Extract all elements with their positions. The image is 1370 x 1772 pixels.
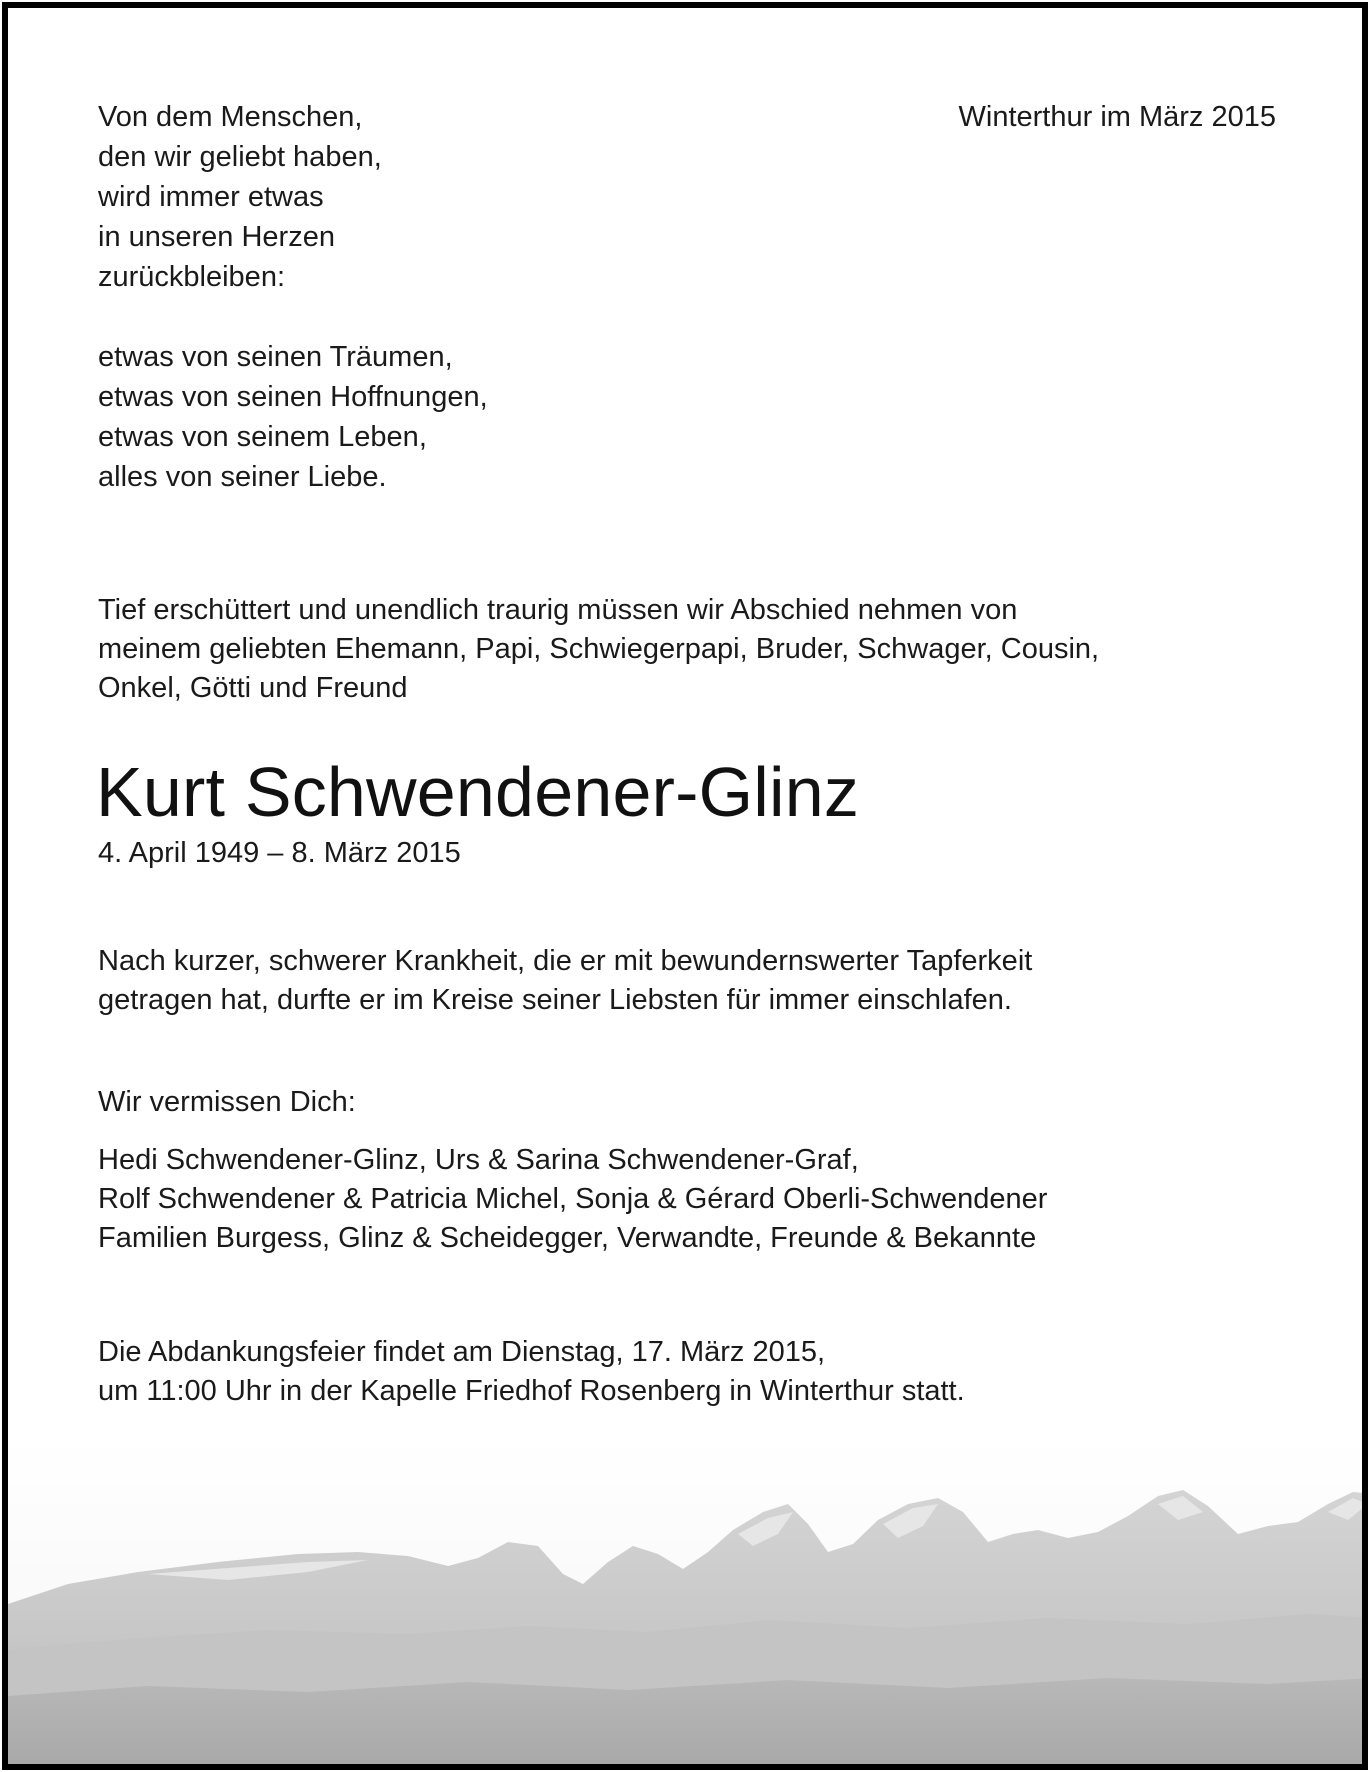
poem-line: etwas von seinen Träumen, — [98, 341, 453, 373]
family-line: Rolf Schwendener & Patricia Michel, Sonja & Gérard Oberli-Schwendener — [98, 1183, 1048, 1215]
miss-heading: Wir vermissen Dich: — [98, 1086, 356, 1118]
stanza-gap — [98, 297, 488, 337]
intro-line: Tief erschüttert und unendlich traurig müssen wir Abschied nehmen von — [98, 594, 1018, 626]
obituary-card — [2, 2, 1368, 1770]
intro-line: meinem geliebten Ehemann, Papi, Schwiegerpapi, Bruder, Schwager, Cousin, — [98, 633, 1100, 665]
place-date: Winterthur im März 2015 — [958, 101, 1276, 133]
illness-line: Nach kurzer, schwerer Krankheit, die er mit bewundernswerter Tapferkeit — [98, 945, 1033, 977]
poem — [98, 97, 488, 497]
family-list — [98, 1141, 1047, 1258]
illness-line: getragen hat, durfte er im Kreise seiner Liebsten für immer einschlafen. — [98, 984, 1012, 1016]
ceremony-line: Die Abdankungsfeier findet am Dienstag, 17. März 2015, — [98, 1336, 826, 1368]
poem-line: alles von seiner Liebe. — [98, 461, 387, 493]
poem-line: wird immer etwas — [98, 181, 324, 213]
mountain-landscape-image — [8, 1434, 1368, 1764]
intro-text — [98, 591, 1099, 708]
ceremony-text — [98, 1333, 965, 1411]
life-dates: 4. April 1949 – 8. März 2015 — [98, 837, 461, 869]
foreground-hills — [8, 1678, 1368, 1764]
deceased-name: Kurt Schwendener-Glinz — [96, 753, 860, 831]
poem-line: etwas von seinem Leben, — [98, 421, 427, 453]
family-line: Familien Burgess, Glinz & Scheidegger, Verwandte, Freunde & Bekannte — [98, 1222, 1037, 1254]
intro-line: Onkel, Götti und Freund — [98, 672, 408, 704]
poem-line: den wir geliebt haben, — [98, 141, 382, 173]
poem-line: etwas von seinen Hoffnungen, — [98, 381, 488, 413]
poem-line: zurückbleiben: — [98, 261, 285, 293]
poem-line: in unseren Herzen — [98, 221, 335, 253]
poem-line: Von dem Menschen, — [98, 101, 363, 133]
family-line: Hedi Schwendener-Glinz, Urs & Sarina Schwendener-Graf, — [98, 1144, 859, 1176]
illness-text — [98, 942, 1032, 1020]
ceremony-line: um 11:00 Uhr in der Kapelle Friedhof Rosenberg in Winterthur statt. — [98, 1375, 965, 1407]
